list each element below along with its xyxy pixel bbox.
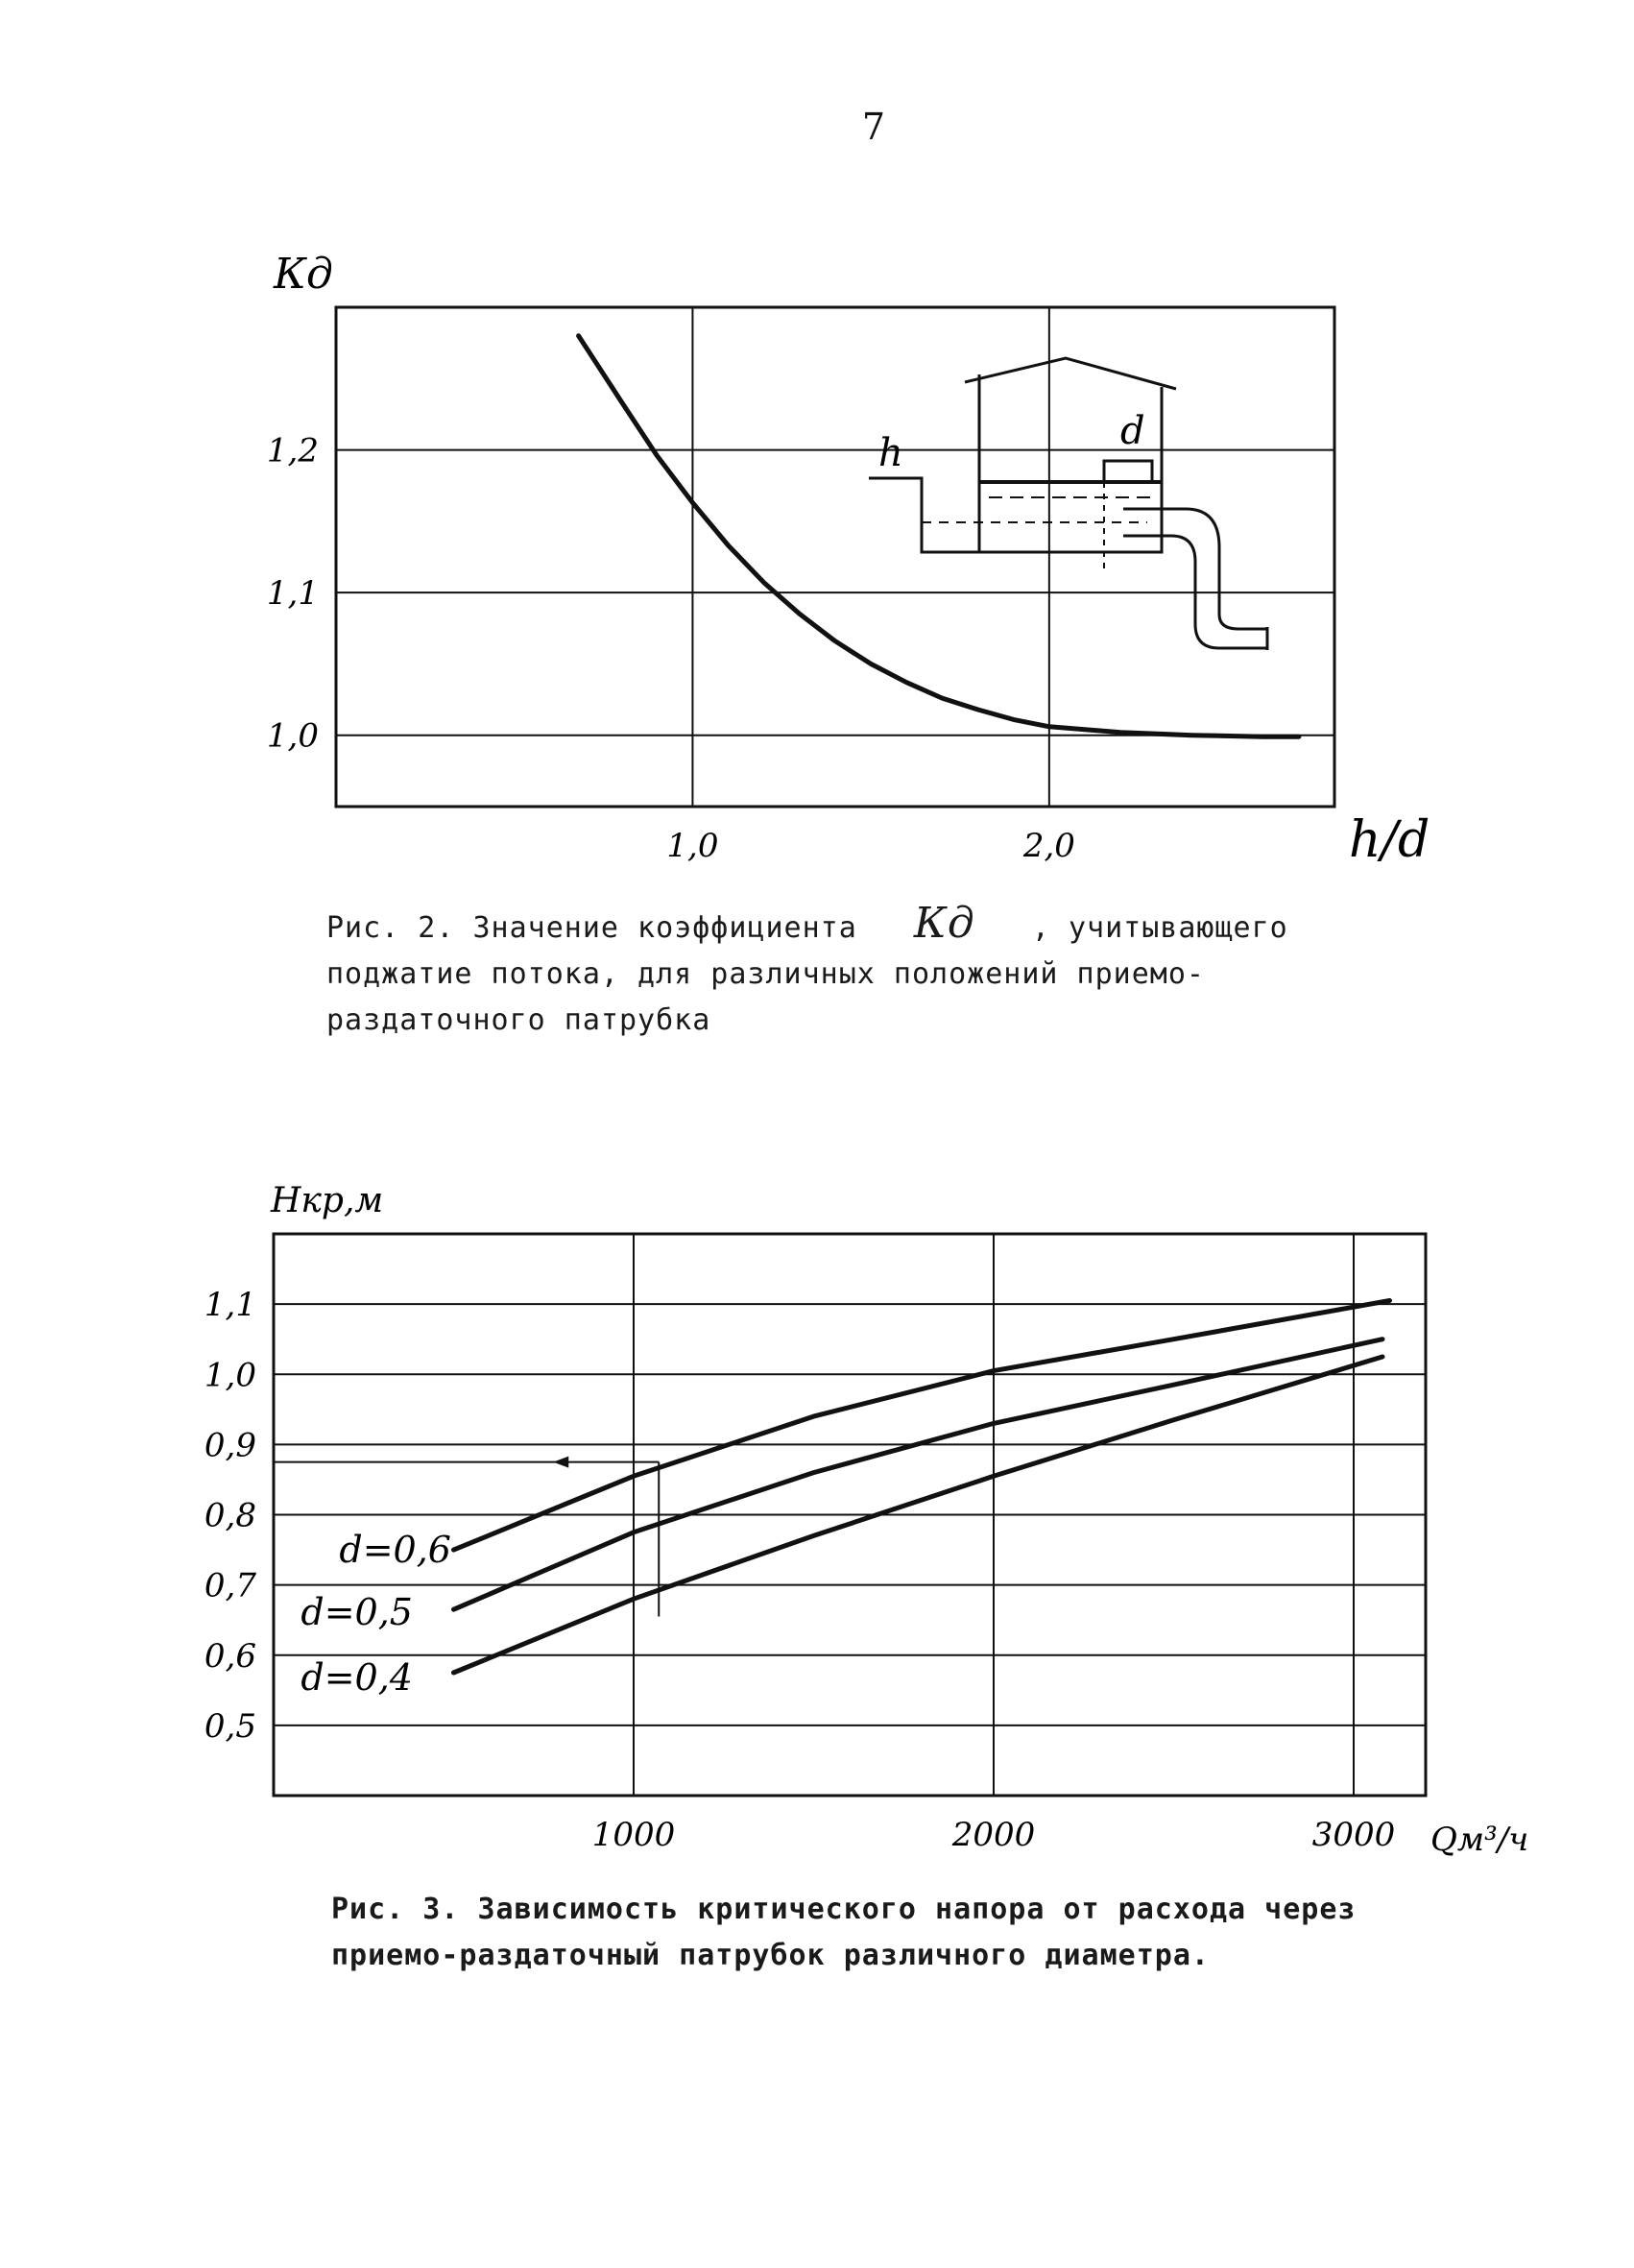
y-axis-label: Кд [274, 250, 333, 299]
level-bracket [869, 478, 979, 552]
page-number: 7 [861, 106, 886, 148]
series-line [454, 1301, 1390, 1551]
series-line [454, 1339, 1383, 1610]
figure-2-caption-part1: Рис. 2. Значение коэффициента [326, 911, 857, 945]
tank-diagram [869, 358, 1267, 650]
x-tick-label: 2,0 [1022, 827, 1075, 865]
figure-3-caption: Рис. 3. Зависимость критического напора от расхода через приемо-раздаточный патрубок различного диаметра. [331, 1893, 1357, 1972]
y-tick-label: 0,8 [204, 1496, 256, 1535]
figure-2-chart [0, 230, 1634, 883]
y-tick-label: 0,7 [204, 1566, 256, 1605]
series-line [579, 336, 1299, 737]
y-tick-label: 1,2 [266, 431, 319, 470]
plot-frame [336, 307, 1334, 807]
x-tick-label: 2000 [951, 1816, 1036, 1854]
series-label: d=0,6 [339, 1529, 451, 1571]
y-tick-label: 1,1 [266, 574, 319, 614]
x-tick-label: 3000 [1311, 1816, 1396, 1854]
y-tick-label: 1,0 [204, 1356, 256, 1395]
y-tick-label: 0,9 [204, 1426, 256, 1465]
figure-2-caption [326, 901, 1363, 1044]
y-tick-label: 0,6 [204, 1636, 256, 1676]
series-label: d=0,5 [300, 1591, 413, 1633]
y-tick-label: 0,5 [204, 1706, 256, 1746]
tank-body [979, 374, 1162, 552]
series-label: d=0,4 [300, 1656, 413, 1699]
y-tick-label: 1,0 [266, 716, 319, 756]
guide-arrow [553, 1457, 568, 1468]
inset-label-d: d [1120, 409, 1145, 453]
x-tick-label: 1,0 [666, 827, 719, 865]
x-tick-label: 1000 [591, 1816, 676, 1854]
inset-label-h: h [878, 431, 903, 475]
x-axis-label: Qм³/ч [1430, 1821, 1529, 1859]
pipe-size-box [1104, 461, 1152, 482]
figure-2-caption-symbol: Кд [913, 899, 975, 948]
x-axis-label: h/d [1349, 811, 1430, 869]
y-tick-label: 1,1 [204, 1286, 256, 1325]
y-axis-label: Нкр,м [271, 1181, 384, 1220]
tank-roof [965, 358, 1176, 389]
figure-2-caption-part2: , учитывающего поджатие потока, для различных положений приемо-раздаточного патрубка [326, 911, 1288, 1037]
figure-3-chart [0, 1152, 1634, 1863]
